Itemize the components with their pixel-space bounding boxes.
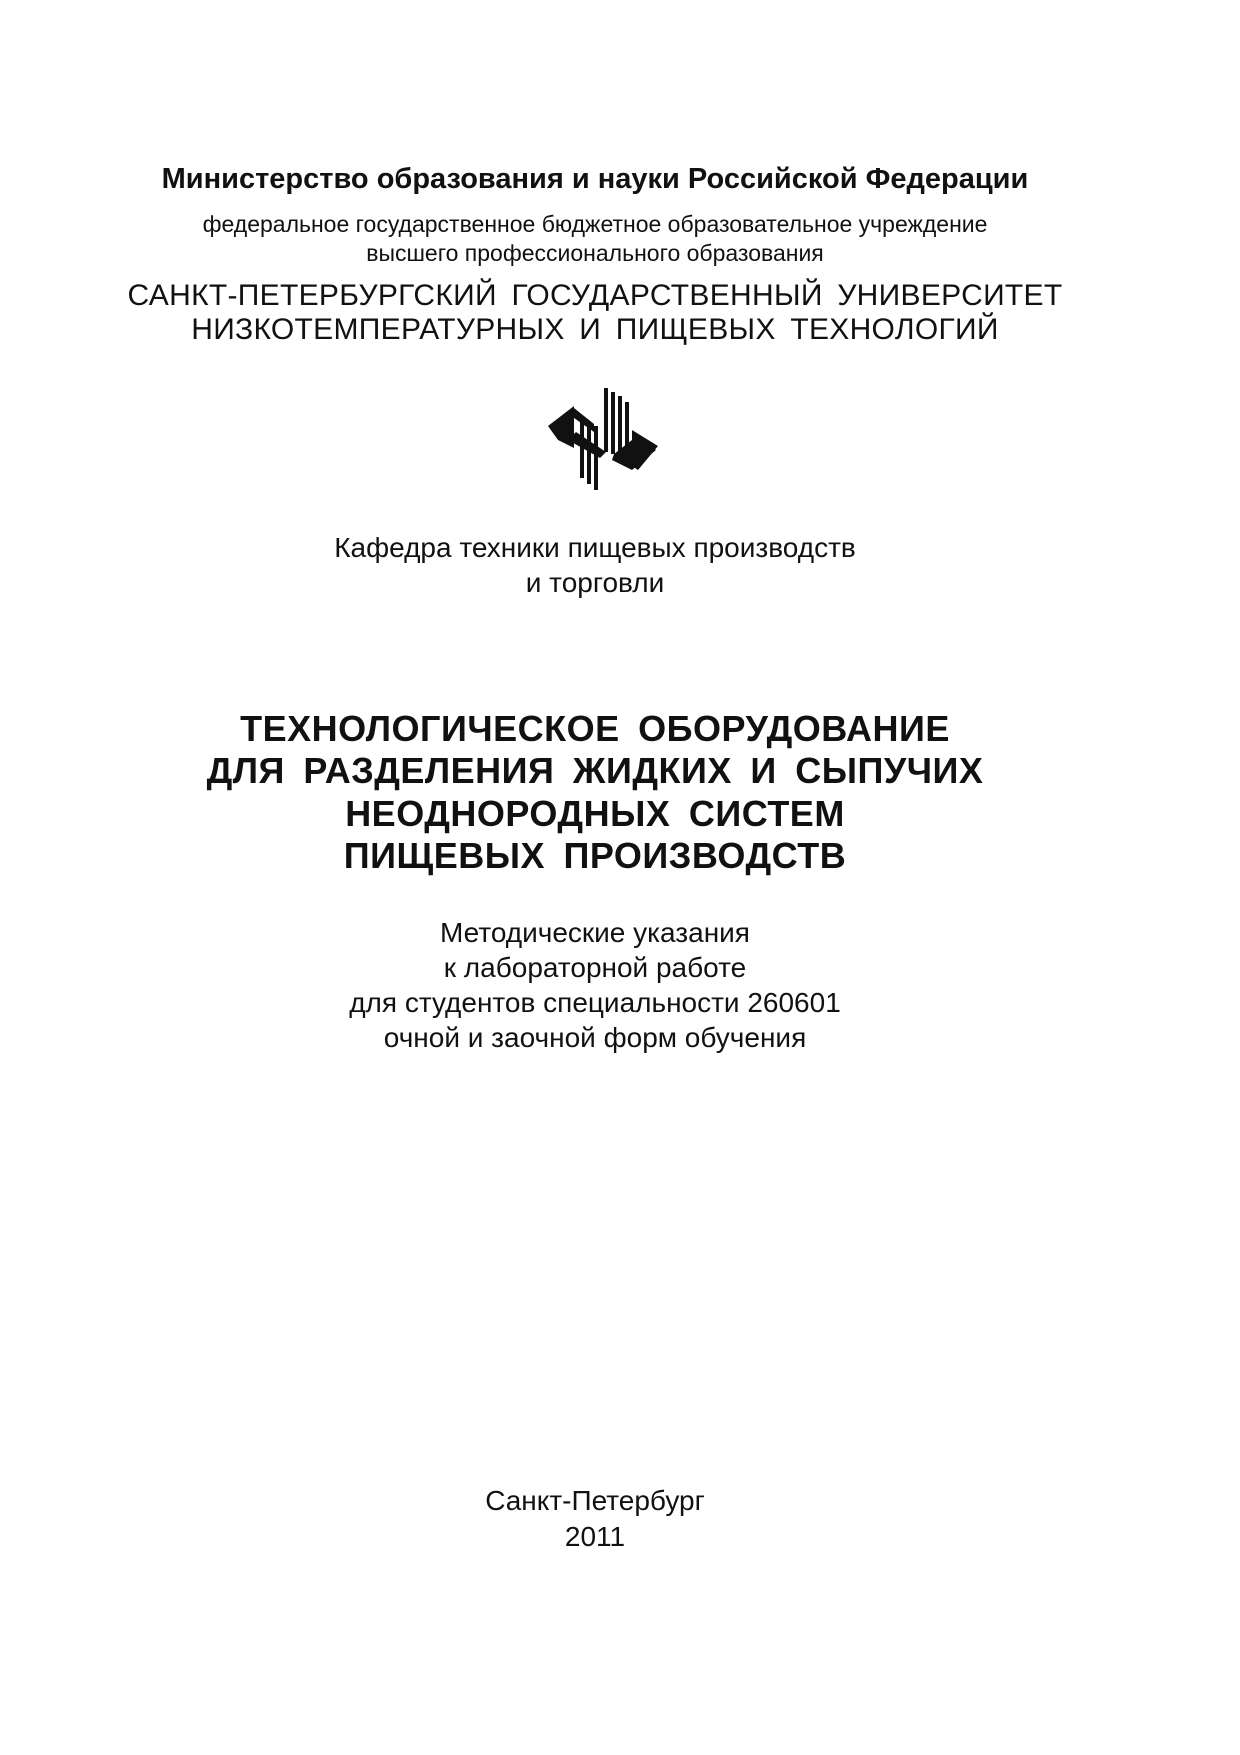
publication-year: 2011 (564, 1521, 626, 1552)
university-name-line-2: НИЗКОТЕМПЕРАТУРНЫХ И ПИЩЕВЫХ ТЕХНОЛОГИЙ (191, 313, 999, 346)
document-title-line-3: НЕОДНОРОДНЫХ СИСТЕМ (345, 793, 845, 834)
institution-line-1: федеральное государственное бюджетное образовательное учреждение (202, 211, 988, 237)
institution-line-2: высшего профессионального образования (366, 240, 824, 266)
document-title-line-4: ПИЩЕВЫХ ПРОИЗВОДСТВ (343, 835, 847, 876)
document-title-line-2: ДЛЯ РАЗДЕЛЕНИЯ ЖИДКИХ И СЫПУЧИХ (206, 750, 984, 791)
subtitle-line-3: для студентов специальности 260601 (349, 987, 841, 1018)
university-emblem-icon (548, 388, 658, 490)
document-title-line-1: ТЕХНОЛОГИЧЕСКОЕ ОБОРУДОВАНИЕ (240, 708, 950, 749)
ministry-heading: Министерство образования и науки Российской Федерации (161, 163, 1029, 195)
publication-city: Санкт-Петербург (485, 1485, 705, 1516)
university-name-line-1: САНКТ-ПЕТЕРБУРГСКИЙ ГОСУДАРСТВЕННЫЙ УНИВЕРСИТЕТ (127, 279, 1063, 312)
department-line-2: и торговли (525, 567, 665, 598)
department-line-1: Кафедра техники пищевых производств (334, 532, 856, 563)
subtitle-line-1: Методические указания (440, 917, 750, 948)
subtitle-line-4: очной и заочной форм обучения (383, 1022, 807, 1053)
subtitle-line-2: к лабораторной работе (443, 952, 747, 983)
